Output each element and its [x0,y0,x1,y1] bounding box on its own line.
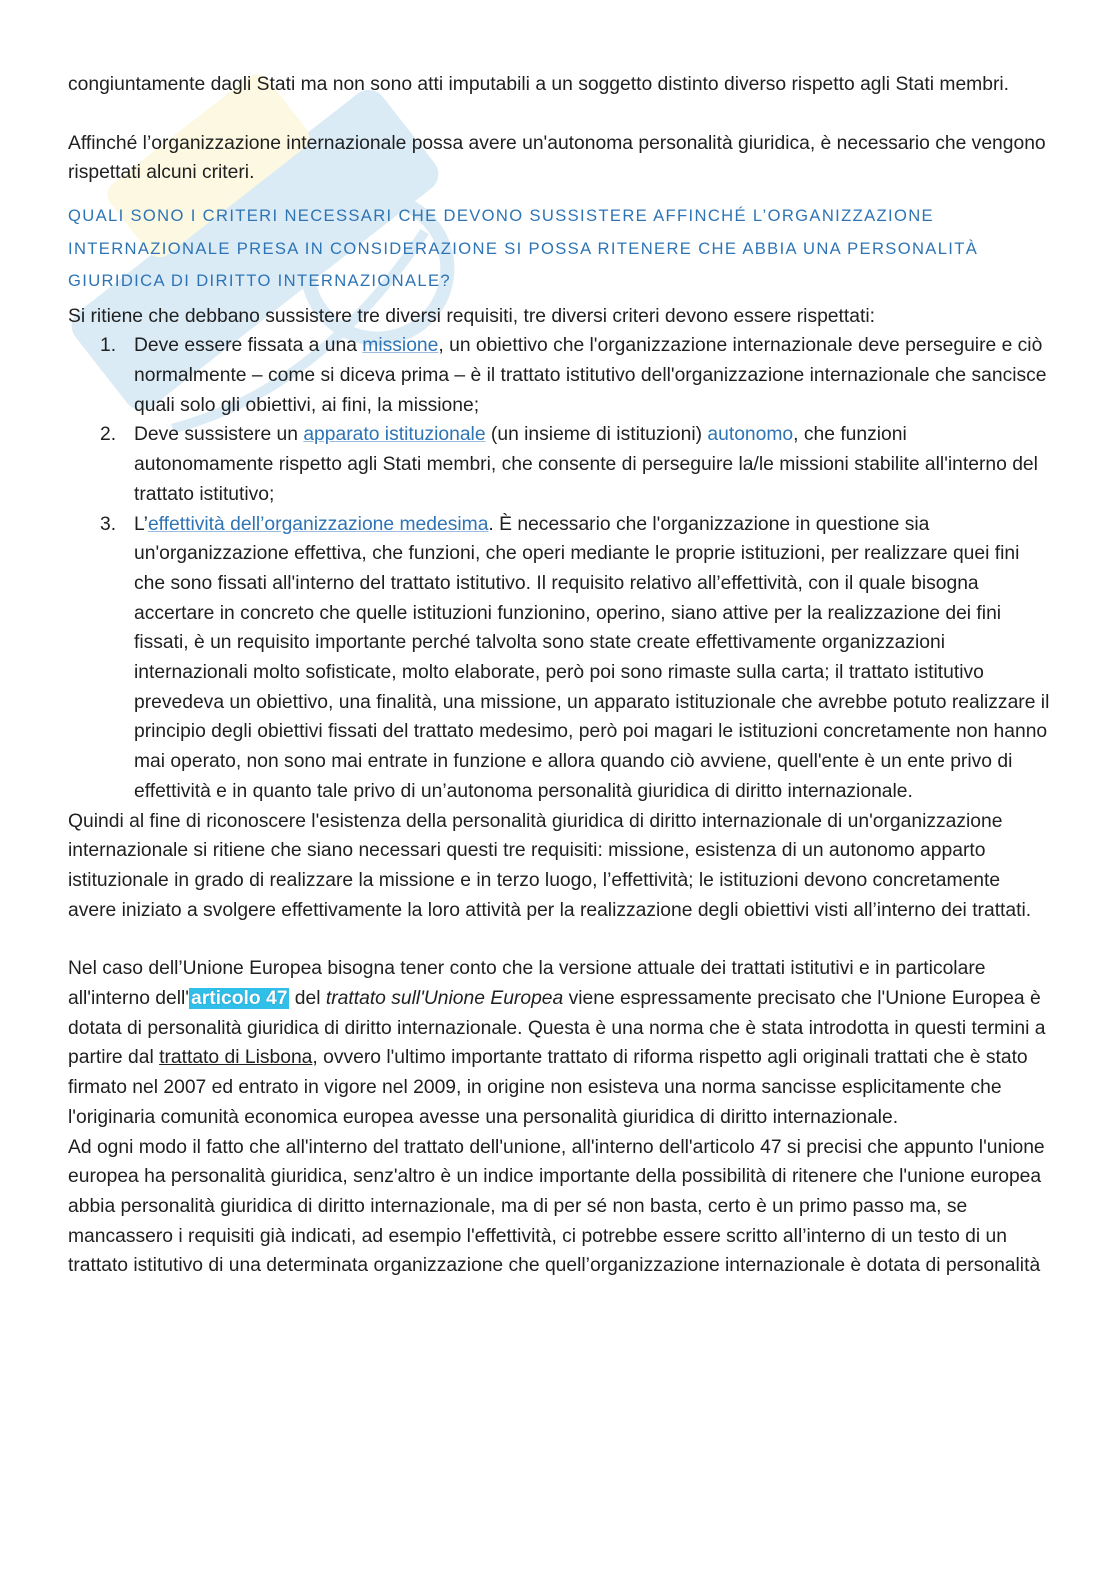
keyword-missione: missione [362,335,439,357]
list-item: 3. L’effettività dell’organizzazione medesima. È necessario che l'organizzazione in questione sia un'organizzazione effettiva, che funzioni, che operi mediante le proprie istituzioni, per realizzare quei fini che sono fissati all'interno del trattato istitutivo. Il requisito relativo all’effettività, con il quale bisogna accertare in concreto che quelle istituzioni funzionino, operino, siano attive per la realizzazione dei fini fissati, è un requisito importante perché talvolta sono state create effettivamente organizzazioni internazionali molto sofisticate, molto elaborate, però poi sono rimaste sulla carta; il trattato istitutivo prevedeva un obiettivo, una finalità, una missione, un apparato istituzionale che avrebbe potuto realizzare il principio degli obiettivi fissati del trattato medesimo, però poi magari le istituzioni concretamente non hanno mai operato, non sono mai entrate in funzione e allora quando ciò avviene, quell'ente è un ente privo di effettività e in quanto tale privo di un’autonoma personalità giuridica di diritto internazionale. [68,510,1050,807]
list-number: 2. [100,424,117,446]
eu-paragraph: Nel caso dell’Unione Europea bisogna tener conto che la versione attuale dei trattati istitutivi e in particolare all'interno dell' articolo 47 del trattato sull'Unione Europea viene espressamente precisato che l'Unione Europea è dotata di personalità giuridica di diritto internazionale. Questa è una norma che è stata introdotta in questi termini a partire dal trattato di Lisbona, ovvero l'ultimo importante trattato di riforma rispetto agli originali trattati che è stato firmato nel 2007 ed entrato in vigore nel 2009, in origine non esisteva una norma sancisse esplicitamente che l'originaria comunità economica europea avesse una personalità giuridica di diritto internazionale. [68,958,1046,1128]
keyword-autonomo: autonomo [707,424,794,446]
treaty-title: trattato sull'Unione Europea [325,988,564,1010]
summary-paragraph: Quindi al fine di riconoscere l'esistenza della personalità giuridica di diritto internazionale di un'organizzazione internazionale si ritiene che siano necessari questi tre requisiti: missione, esistenza di un autonomo apparto istituzionale in grado di realizzare la missione e in terzo luogo, l’effettività; le istituzioni devono concretamente avere iniziato a svolgere effettivamente la loro attività per la realizzazione degli obiettivi visti all’interno dei trattati. [68,810,1032,921]
requirements-list [68,331,1050,806]
intro-paragraph: Si ritiene che debbano sussistere tre diversi requisiti, tre diversi criteri devono essere rispettati: [68,305,875,327]
article-47-highlight: articolo 47 [190,988,288,1010]
list-item: 2. Deve sussistere un apparato istituzionale (un insieme di istituzioni) autonomo, che funzioni autonomamente rispetto agli Stati membri, che consente di perseguire la/le missioni stabilite all'interno del trattato istitutivo; [68,420,1050,509]
paragraph-2: Affinché l’organizzazione internazionale possa avere un'autonoma personalità giuridica, è necessario che vengono rispettati alcuni criteri. [68,132,1046,184]
paragraph-1: congiuntamente dagli Stati ma non sono atti imputabili a un soggetto distinto diverso rispetto agli Stati membri. [68,74,1010,95]
keyword-apparato: apparato istituzionale [303,424,486,446]
list-number: 1. [100,335,117,357]
last-paragraph: Ad ogni modo il fatto che all'interno del trattato dell'unione, all'interno dell'articolo 47 si precisi che appunto l'unione europea ha personalità giuridica, senz'altro è un indice importante della possibilità di ritenere che l'unione europea abbia personalità giuridica di diritto internazionale, ma di per sé non basta, certo è un primo passo ma, se mancassero i requisiti già indicati, ad esempio l'effettività, ci potrebbe essere scritto all’interno di un testo di un trattato istitutivo di una determinata organizzazione che quell’organizzazione internazionale è dotata di personalità [68,1136,1045,1277]
list-number: 3. [100,513,117,535]
keyword-effettivita: effettività dell’organizzazione medesima [147,513,489,535]
list-item: 1. Deve essere fissata a una missione, un obiettivo che l'organizzazione internazionale deve perseguire e ciò normalmente – come si diceva prima – è il trattato istitutivo dell'organizzazione internazionale che sancisce quali solo gli obiettivi, ai fini, la missione; [68,331,1050,420]
document-page [68,70,1050,1281]
lisbon-treaty: trattato di Lisbona [159,1047,313,1069]
section-heading: QUALI SONO I CRITERI NECESSARI CHE DEVONO SUSSISTERE AFFINCHÉ L’ORGANIZZAZIONE INTERNAZIONALE PRESA IN CONSIDERAZIONE SI POSSA RITENERE CHE ABBIA UNA PERSONALITÀ GIURIDICA DI DIRITTO INTERNAZIONALE? [68,206,979,291]
